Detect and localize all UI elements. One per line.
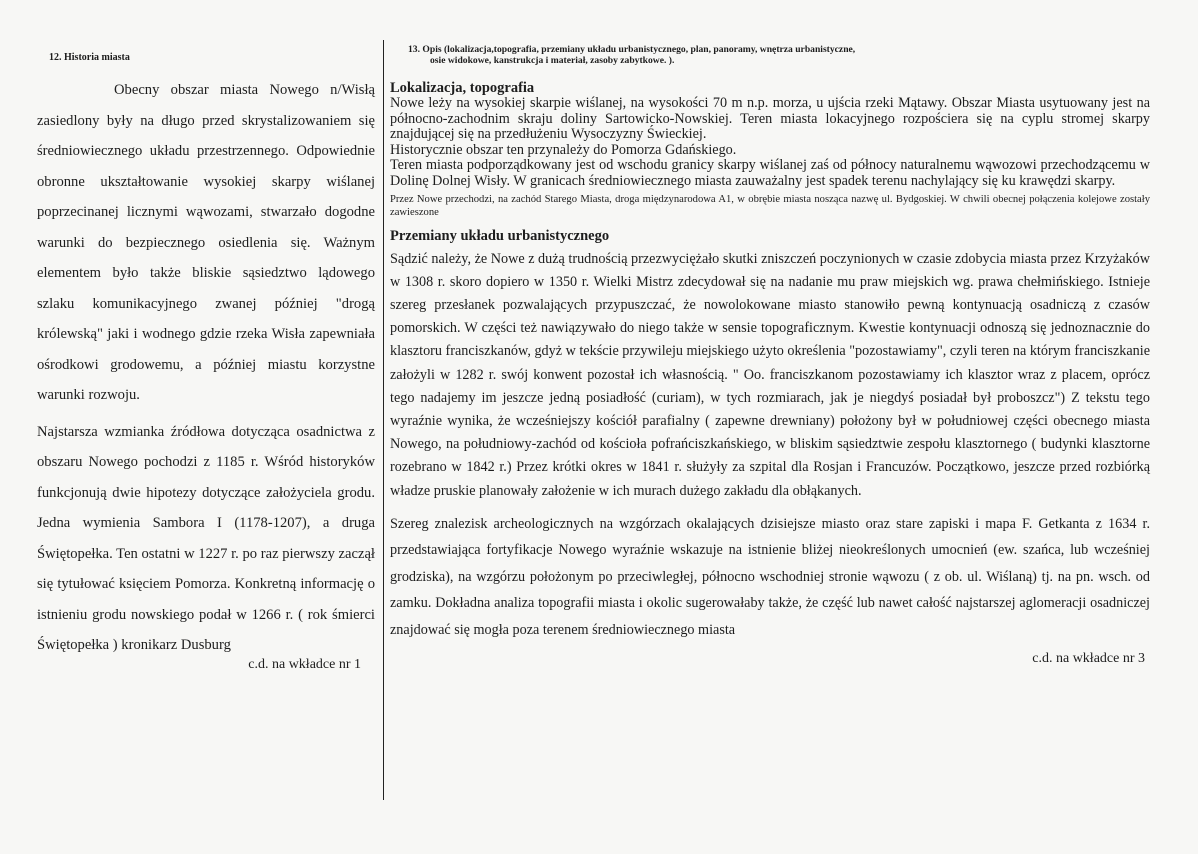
description-continuation-note: c.d. na wkładce nr 3 <box>1032 651 1145 667</box>
description-heading-line-2: osie widokowe, kanstrukcja i materiał, zasoby zabytkowe. ). <box>430 55 675 66</box>
history-paragraph-1 <box>37 75 375 411</box>
location-paragraph-1: Nowe leży na wysokiej skarpie wiślanej, na wysokości 70 m n.p. morza, u ujścia rzeki Mątawy. Obszar Miasta usytuowany jest na północno-zachodnim skraju doliny Sartowicko-Nowskiej. Teren miasta lokacyjnego rozpościera się na cyplu stromej skarpy znajdującej się na przedłużeniu Wysoczyzny Świeckiej. <box>390 95 1150 143</box>
history-paragraph-1-text: Obecny obszar miasta Nowego n/Wisłą zasiedlony były na długo przed skrystalizowaniem się średniowiecznego układu przestrzennego. Odpowiednie obronne ukształtowanie wysokiej skarpy wiślanej poprzecinanej licznymi wąwozami, stwarzało dogodne warunki do bezpiecznego osiedlenia się. Ważnym elementem było także bliskie sąsiedztwo lądowego szlaku komunikacyjnego zwanej później "drogą królewską" jaki i wodnego gdzie rzeka Wisła zapewniała ośrodkowi grodowemu, a później miastu korzystne warunki rozwoju. <box>37 82 375 403</box>
urban-changes-paragraph-2: Szereg znalezisk archeologicznych na wzgórzach okalających dzisiejsze miasto oraz stare zapiski i mapa F. Getkanta z 1634 r. przedstawiająca fortyfikacje Nowego wyraźnie wskazuje na istnienie bliżej nieokreślonych umocnień (ew. szańca, lub wcześniej grodziska), na wzgórzu położonym po przeciwległej, północno wschodniej stronie wąwozu ( z ob. ul. Wiślaną) tj. na pn. wsch. od zamku. Dokładna analiza topografii miasta i okolic sugerowałaby także, że część lub nawet całość najstarszej aglomeracji osadniczej znajdować się mogła poza terenem średniowiecznego miasta <box>390 515 1150 638</box>
history-heading: 12. Historia miasta <box>49 52 130 63</box>
location-paragraph-2: Historycznie obszar ten przynależy do Pomorza Gdańskiego. <box>390 141 737 158</box>
location-subheading: Lokalizacja, topografia <box>390 80 535 96</box>
location-note-small: Przez Nowe przechodzi, na zachód Starego Miasta, droga międzynarodowa A1, w obrębie miasta nosząca nazwę ul. Bydgoskiej. W chwili obecnej połączenia kolejowe zostały zawieszone <box>390 193 1150 219</box>
history-paragraph-2: Najstarsza wzmianka źródłowa dotycząca osadnictwa z obszaru Nowego pochodzi z 1185 r. Wśród historyków funkcjonują dwie hipotezy dotyczące założyciela grodu. Jedna wymienia Sambora I (1178-1207), a druga Świętopełka. Ten ostatni w 1227 r. po raz pierwszy zaczął się tytułować księciem Pomorza. Konkretną informację o istnieniu grodu nowskiego podał w 1266 r. ( rok śmierci Świętopełka ) kronikarz Dusburg <box>37 423 375 653</box>
description-column <box>390 44 1150 667</box>
urban-changes-subheading: Przemiany układu urbanistycznego <box>390 227 610 244</box>
description-heading-line-1: 13. Opis (lokalizacja,topografia, przemiany układu urbanistycznego, plan, panoramy, wnętrza urbanistyczne, <box>408 44 856 55</box>
history-continuation-note: c.d. na wkładce nr 1 <box>248 656 361 672</box>
description-heading <box>408 44 1150 66</box>
urban-changes-paragraph-1: Sądzić należy, że Nowe z dużą trudnością przezwyciężało skutki zniszczeń poczynionych w czasie zdobycia miasta przez Krzyżaków w 1308 r. skoro dopiero w 1350 r. Wielki Mistrz zdecydował się na nadanie mu praw miejskich wg. prawa chełmińskiego. Istnieje szereg przesłanek pozwalających przypuszczać, że nowolokowane miasto stanowiło pewną kontynuacją osadniczą z czasów pomorskich. W części też nawiązywało do niego także w sensie topograficznym. Kwestie kontynuacji odnoszą się jednoznacznie do klasztoru franciszkanów, gdyż w tekście przywileju miejskiego użyto określenia "pozostawiamy", czyli teren na którym franciszkanie założyli w 1282 r. swój konwent pozostał ich własnością. " Oo. franciszkanom pozostawiamy ich klasztor wraz z placem, oprócz tego nadajemy im jeszcze jedną posiadłość (curiam), w tych rozmiarach, jak je niegdyś posiadał był proboszcz") Z tekstu tego wyraźnie wynika, że wcześniejszy kościół parafialny ( zapewne drewniany) położony był w południowej części obecnego miasta Nowego, na południowy-zachód od kościoła pofrańciszkańskiego, w bliskim sąsiedztwie zespołu klasztornego ( budynki klasztorne rozebrano w 1842 r.) Przez krótki okres w 1841 r. służyły za szpital dla Rosjan i Francuzów. Początkowo, jeszcze przed rozbiórką władze pruskie planowały założenie w ich murach dużego zakładu dla obłąkanych. <box>390 250 1150 499</box>
location-paragraph-3: Teren miasta podporządkowany jest od wschodu granicy skarpy wiślanej zaś od północy naturalnemu wąwozowi przechodzącemu w Dolinę Dolnej Wisły. W granicach średniowiecznego miasta zauważalny jest spadek terenu nachylający się ku krawędzi skarpy. <box>390 157 1150 189</box>
history-column <box>37 52 375 673</box>
column-divider <box>383 40 384 800</box>
